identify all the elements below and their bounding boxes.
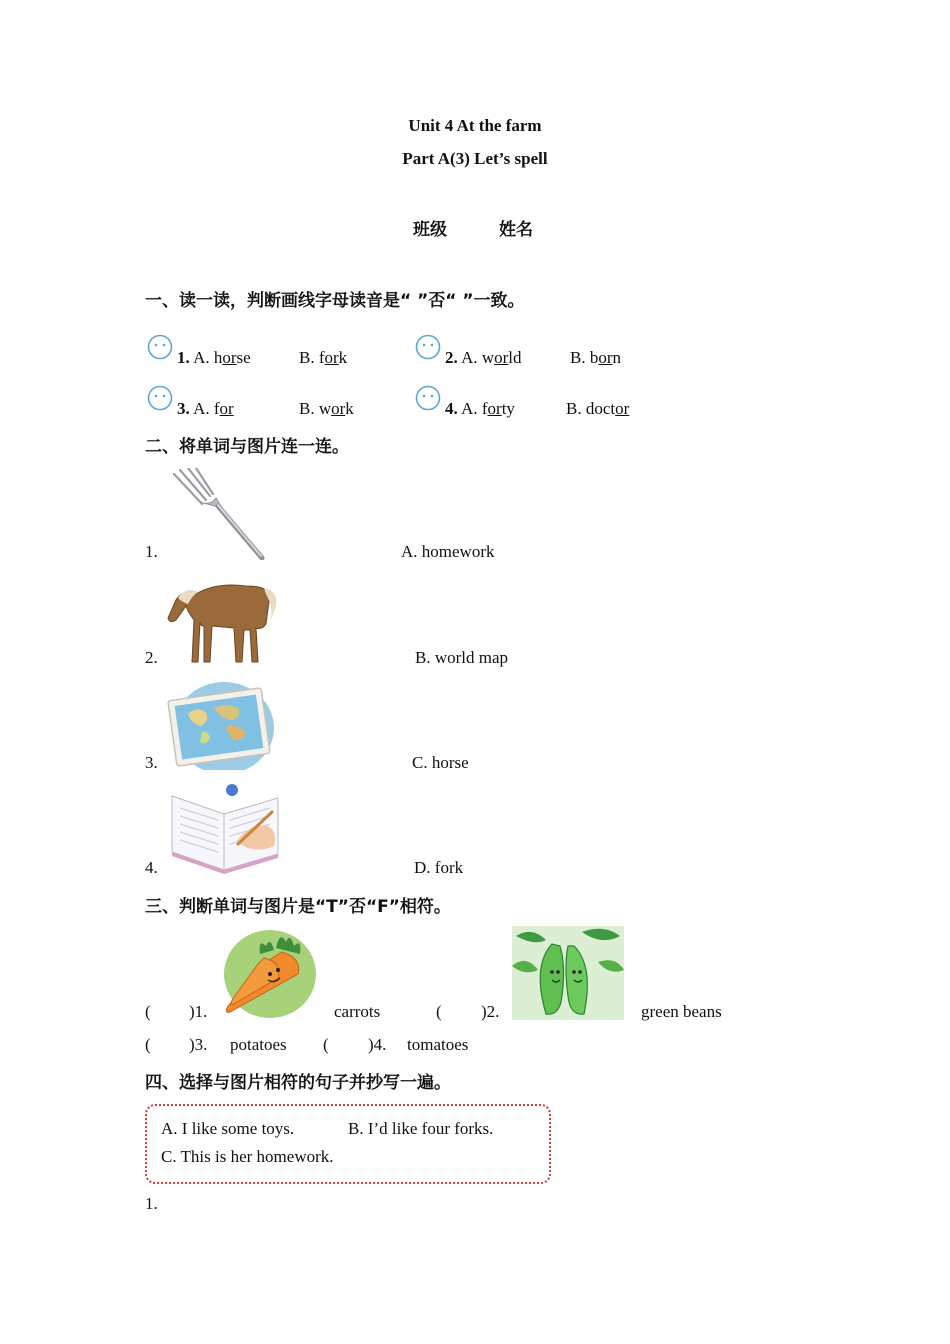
item-number: 1. [177, 348, 190, 367]
match-option-a: A. homework [401, 542, 495, 561]
option-a-text: A. f [461, 399, 488, 418]
smiley-icon [415, 385, 441, 411]
sentence-option-c: C. This is her homework. [161, 1147, 334, 1166]
option-b-text: B. w [299, 399, 332, 418]
fork-picture [166, 468, 266, 560]
option-a-tail: ty [501, 399, 515, 418]
option-b-text: B. doct [566, 399, 616, 418]
class-label: 班级 [413, 220, 447, 240]
item-number: 4. [445, 399, 458, 418]
underlined-letters: or [222, 348, 237, 367]
underlined-letters: or [615, 399, 630, 418]
tf-paren-close-3: )3. [189, 1035, 208, 1054]
tf-word-4: tomatoes [407, 1035, 469, 1054]
item-number: 3. [177, 399, 190, 418]
option-b-text: B. b [570, 348, 599, 367]
s1-item-2 [445, 348, 522, 368]
section2-heading: 二、将单词与图片连一连。 [145, 437, 349, 457]
option-b-text: B. f [299, 348, 325, 367]
s1-item-3 [177, 399, 234, 419]
option-a-tail: ld [508, 348, 522, 367]
s1-item-4-b [566, 399, 629, 419]
s1-item-2-b [570, 348, 621, 368]
section3-heading: 三、判断单词与图片是“T”否“F”相符。 [145, 897, 451, 917]
s1-item-3-b [299, 399, 354, 419]
tf-paren-close-4: )4. [368, 1035, 387, 1054]
match-number-3: 3. [145, 753, 158, 772]
worksheet-subtitle: Part A(3) Let’s spell [402, 149, 548, 168]
sentence-option-b: B. I’d like four forks. [348, 1119, 494, 1138]
match-number-1: 1. [145, 542, 158, 561]
match-number-4: 4. [145, 858, 158, 877]
name-label: 姓名 [499, 220, 533, 240]
section4-heading: 四、选择与图片相符的句子并抄写一遍。 [145, 1073, 451, 1093]
smiley-icon [147, 334, 173, 360]
underlined-letters: or [494, 348, 509, 367]
tf-paren-open-4: ( [323, 1035, 329, 1054]
underlined-letters: or [219, 399, 234, 418]
tf-paren-close-1: )1. [189, 1002, 208, 1021]
section1-heading: 一、读一读，判断画线字母读音是“ ”否“ ”一致。 [145, 291, 525, 311]
sentence-option-a: A. I like some toys. [161, 1119, 295, 1138]
option-a-text: A. w [461, 348, 495, 367]
option-a-text: A. h [193, 348, 223, 367]
world-map-picture [166, 676, 274, 770]
tf-word-3: potatoes [230, 1035, 287, 1054]
horse-picture [166, 572, 282, 664]
option-b-tail: n [612, 348, 622, 367]
match-option-d: D. fork [414, 858, 464, 877]
underlined-letters: or [487, 399, 502, 418]
tf-word-1: carrots [334, 1002, 381, 1021]
smiley-icon [415, 334, 441, 360]
match-option-b: B. world map [415, 648, 509, 667]
underlined-letters: or [598, 348, 613, 367]
underlined-letters: or [324, 348, 339, 367]
option-a-tail: se [236, 348, 251, 367]
green-beans-picture [512, 926, 624, 1020]
tf-paren-close-2: )2. [481, 1002, 500, 1021]
option-b-tail: k [338, 348, 348, 367]
match-option-c: C. horse [412, 753, 469, 772]
s1-item-1 [177, 348, 251, 368]
option-b-tail: k [345, 399, 354, 418]
sentence-options-box [145, 1104, 551, 1184]
tf-paren-open-1: ( [145, 1002, 151, 1021]
option-a-text: A. f [193, 399, 220, 418]
match-number-2: 2. [145, 648, 158, 667]
tf-paren-open-3: ( [145, 1035, 151, 1054]
question-number-1: 1. [145, 1194, 158, 1213]
worksheet-title: Unit 4 At the farm [408, 116, 542, 135]
tf-paren-open-2: ( [436, 1002, 442, 1021]
homework-picture [166, 782, 282, 876]
smiley-icon [147, 385, 173, 411]
item-number: 2. [445, 348, 458, 367]
underlined-letters: or [331, 399, 346, 418]
s1-item-1-b [299, 348, 347, 368]
carrots-picture [220, 928, 316, 1020]
tf-word-2: green beans [641, 1002, 722, 1021]
s1-item-4 [445, 399, 515, 419]
